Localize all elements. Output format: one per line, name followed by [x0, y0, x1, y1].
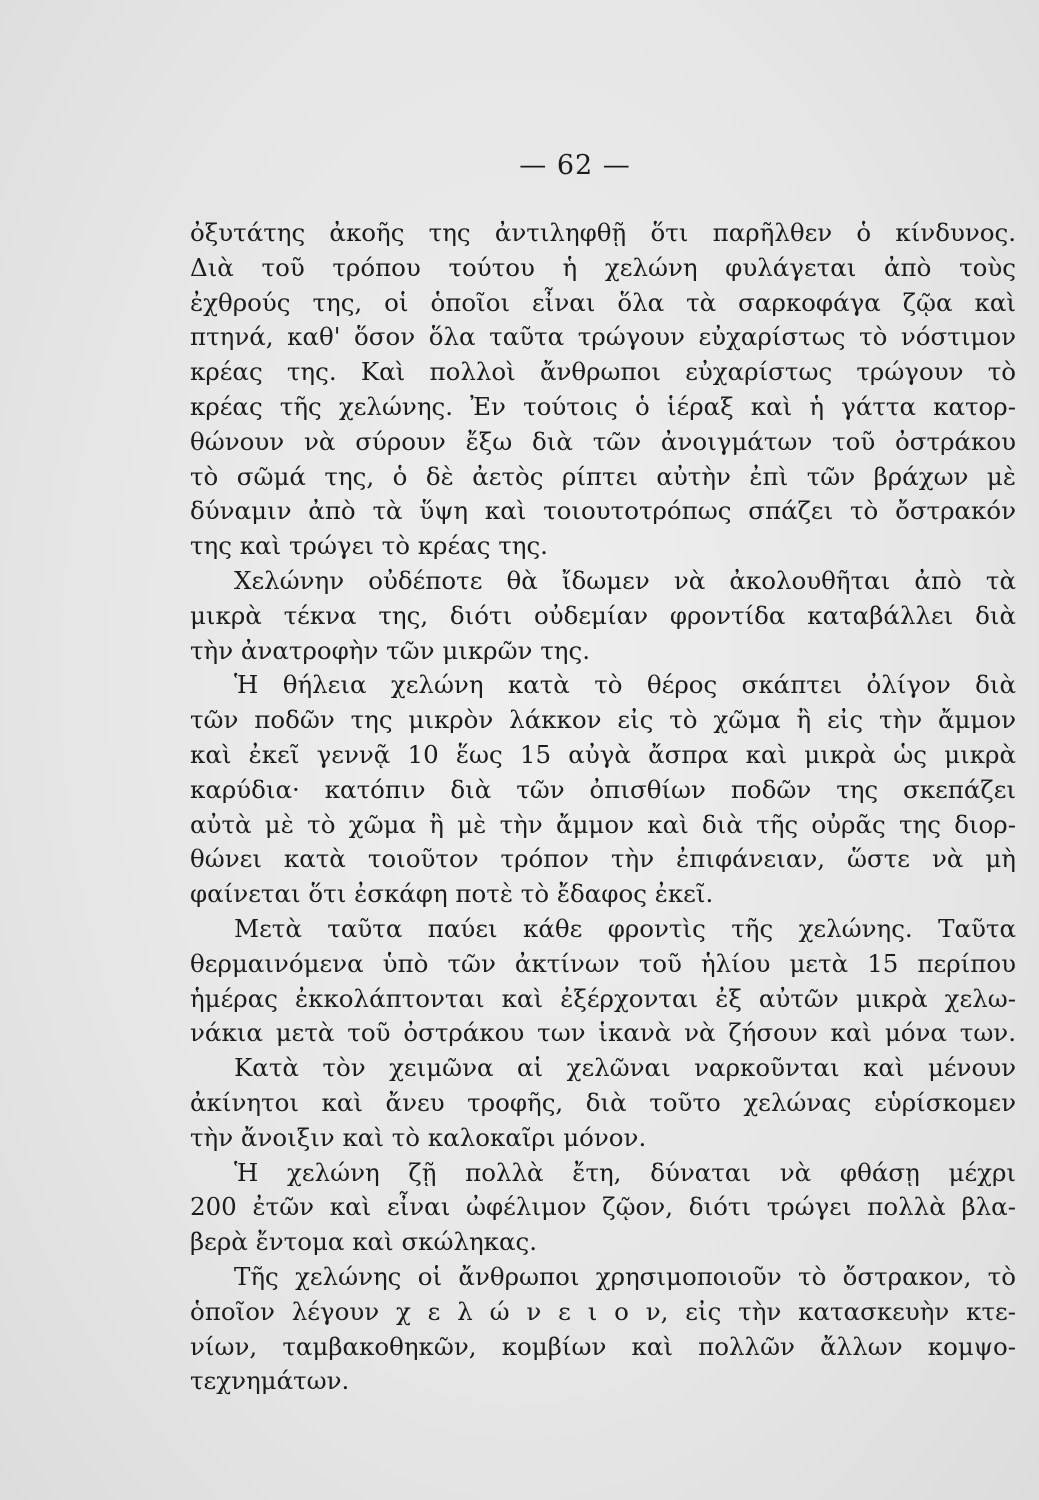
text-line: φαίνεται ὅτι ἐσκάφη ποτὲ τὸ ἔδαφος ἐκεῖ. [190, 879, 714, 909]
text-line: κρέας τῆς χελώνης. Ἐν τούτοις ὁ ἱέραξ καὶ ἡ γάττα κατορ- [190, 391, 1016, 421]
text-line: Ἡ χελώνη ζῇ πολλὰ ἔτη, δύναται νὰ φθάσῃ μέχρι [234, 1157, 1016, 1187]
text-line: Διὰ τοῦ τρόπου τούτου ἡ χελώνη φυλάγεται ἀπὸ τοὺς [190, 252, 1016, 282]
text-line: κρέας της. Καὶ πολλοὶ ἄνθρωποι εὐχαρίστως τρώγουν τὸ [190, 357, 1016, 387]
text-line: τὸ σῶμά της, ὁ δὲ ἀετὸς ρίπτει αὐτὴν ἐπὶ τῶν βράχων μὲ [190, 461, 1016, 491]
text-line: ἡμέρας ἐκκολάπτονται καὶ ἐξέρχονται ἐξ αὐτῶν μικρὰ χελω- [190, 983, 1016, 1013]
text-line: τὴν ἄνοιξιν καὶ τὸ καλοκαῖρι μόνον. [190, 1122, 647, 1152]
text-line: βερὰ ἔντομα καὶ σκώληκας. [190, 1227, 538, 1257]
text-line: θώνει κατὰ τοιοῦτον τρόπον τὴν ἐπιφάνειαν, ὥστε νὰ μὴ [190, 844, 1016, 874]
text-line: Κατὰ τὸν χειμῶνα αἱ χελῶναι ναρκοῦνται καὶ μένουν [234, 1053, 1016, 1083]
text-line: θώνουν νὰ σύρουν ἔξω διὰ τῶν ἀνοιγμάτων τοῦ ὀστράκου [190, 426, 1016, 456]
text-line: 200 ἐτῶν καὶ εἶναι ὠφέλιμον ζῷον, διότι τρώγει πολλὰ βλα- [190, 1192, 1016, 1222]
text-line: ὁποῖον λέγουν χ ε λ ώ ν ε ι ο ν, εἰς τὴν κατασκευὴν κτε- [190, 1296, 1016, 1326]
text-line: καρύδια· κατόπιν διὰ τῶν ὀπισθίων ποδῶν της σκεπάζει [190, 774, 1016, 804]
text-line: μικρὰ τέκνα της, διότι οὐδεμίαν φροντίδα καταβάλλει διὰ [190, 600, 1016, 630]
text-line: ὀξυτάτης ἀκοῆς της ἀντιληφθῇ ὅτι παρῆλθεν ὁ κίνδυνος. [190, 218, 1016, 247]
text-line: Τῆς χελώνης οἱ ἄνθρωποι χρησιμοποιοῦν τὸ ὄστρακον, τὸ [234, 1261, 1016, 1291]
text-line: τῶν ποδῶν της μικρὸν λάκκον εἰς τὸ χῶμα ἢ εἰς τὴν ἄμμον [190, 705, 1016, 735]
text-line: ἐχθρούς της, οἱ ὁποῖοι εἶναι ὅλα τὰ σαρκοφάγα ζῷα καὶ [190, 287, 1016, 317]
body-text [190, 216, 1016, 1399]
text-line: καὶ ἐκεῖ γεννᾷ 10 ἕως 15 αὐγὰ ἄσπρα καὶ μικρὰ ὡς μικρὰ [190, 739, 1016, 769]
text-line: Χελώνην οὐδέποτε θὰ ἴδωμεν νὰ ἀκολουθῆται ἀπὸ τὰ [234, 565, 1016, 595]
text-line: Ἡ θήλεια χελώνη κατὰ τὸ θέρος σκάπτει ὀλίγον διὰ [234, 670, 1016, 700]
text-line: δύναμιν ἀπὸ τὰ ὕψη καὶ τοιουτοτρόπως σπάζει τὸ ὄστρακόν [190, 496, 1016, 526]
text-line: νίων, ταμβακοθηκῶν, κομβίων καὶ πολλῶν ἄλλων κομψο- [190, 1331, 1016, 1361]
text-line: αὐτὰ μὲ τὸ χῶμα ἢ μὲ τὴν ἄμμον καὶ διὰ τῆς οὐρᾶς της διορ- [190, 809, 1016, 839]
text-line: Μετὰ ταῦτα παύει κάθε φροντὶς τῆς χελώνης. Ταῦτα [234, 913, 1016, 943]
page-number: — 62 — [519, 150, 631, 181]
text-line: τεχνημάτων. [190, 1366, 350, 1396]
text-line: τὴν ἀνατροφὴν τῶν μικρῶν της. [190, 635, 590, 665]
text-line: ἀκίνητοι καὶ ἄνευ τροφῆς, διὰ τοῦτο χελώνας εὑρίσκομεν [190, 1087, 1016, 1117]
text-line: της καὶ τρώγει τὸ κρέας της. [190, 531, 548, 561]
text-line: πτηνά, καθ' ὅσον ὅλα ταῦτα τρώγουν εὐχαρίστως τὸ νόστιμον [190, 322, 1016, 352]
text-line: νάκια μετὰ τοῦ ὀστράκου των ἱκανὰ νὰ ζήσουν καὶ μόνα των. [190, 1018, 1016, 1048]
text-line: θερμαινόμενα ὑπὸ τῶν ἀκτίνων τοῦ ἡλίου μετὰ 15 περίπου [190, 948, 1016, 978]
